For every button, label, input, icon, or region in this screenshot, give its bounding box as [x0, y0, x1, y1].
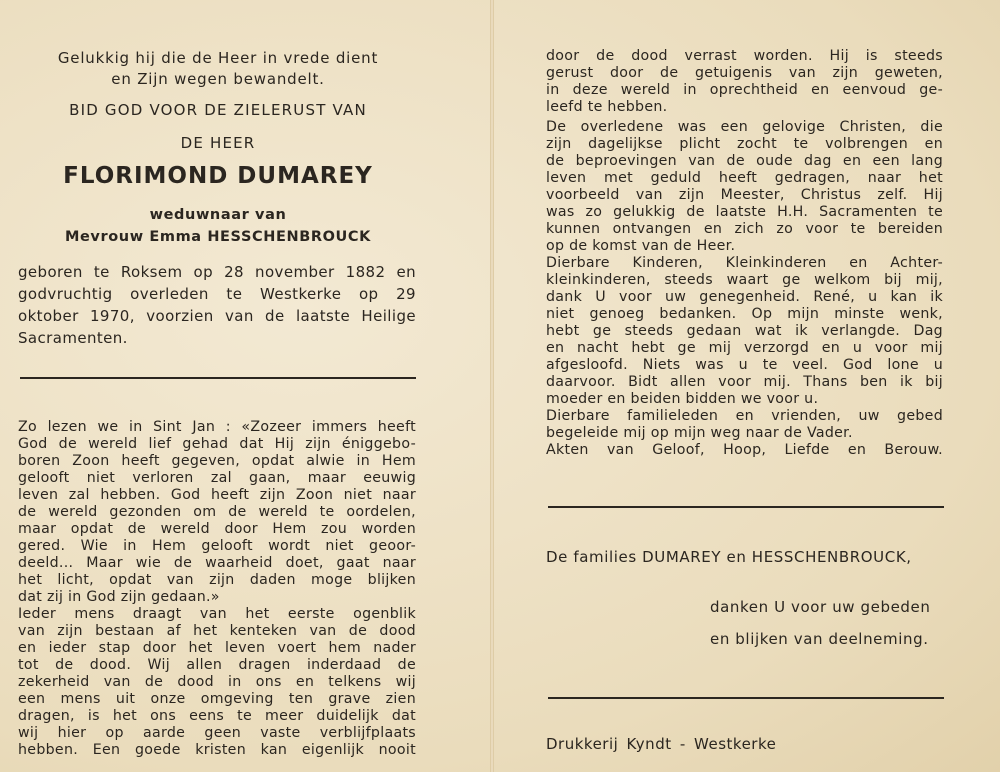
- divider: [548, 697, 944, 699]
- text-line: leven zal hebben. God heeft zijn Zoon niet naar: [18, 487, 416, 503]
- prayer-heading: BID GOD VOOR DE ZIELERUST VAN: [69, 101, 367, 119]
- text-line: een mens uit onze omgeving ten grave zien: [18, 691, 416, 707]
- card-fold: [490, 0, 494, 772]
- text-line: Ieder mens draagt van het eerste ogenblik: [18, 606, 416, 622]
- text-line: gered. Wie in Hem gelooft wordt niet geoor-: [18, 538, 416, 554]
- text-line: godvruchtig overleden te Westkerke op 29: [18, 285, 416, 303]
- text-line: dat zij in God zijn gedaan.»: [18, 589, 220, 605]
- text-line: begeleide mij op mijn weg naar de Vader.: [546, 425, 853, 441]
- gospel-quote: [18, 419, 416, 606]
- text-line: gerust door de getuigenis van zijn geweten,: [546, 65, 943, 81]
- divider: [548, 506, 944, 508]
- text-line: Dierbare Kinderen, Kleinkinderen en Achter-: [546, 255, 943, 271]
- reflection-paragraph: [18, 606, 416, 759]
- text-line: kunnen ontvangen en zich zo voor te bereiden: [546, 221, 943, 237]
- birth-death-info: [18, 261, 416, 349]
- text-line: oktober 1970, voorzien van de laatste Heilige: [18, 307, 416, 325]
- text-line: God de wereld lief gehad dat Hij zijn éniggebo-: [18, 436, 416, 452]
- text-line: wij hier op aarde geen vaste verblijfplaats: [18, 725, 416, 741]
- christian-paragraph: [546, 119, 943, 255]
- text-line: hebben. Een goede kristen kan eigenlijk nooit: [18, 742, 416, 758]
- text-line: hebt ge steeds gedaan wat ik verlangde. Dag: [546, 323, 943, 339]
- text-line: geboren te Roksem op 28 november 1882 en: [18, 263, 416, 281]
- thanks-line: en blijken van deelneming.: [710, 630, 929, 648]
- text-line: zekerheid van de dood in ons en telkens wij: [18, 674, 416, 690]
- text-line: deeld... Maar wie de waarheid doet, gaat naar: [18, 555, 416, 571]
- divider: [20, 377, 416, 379]
- spouse-name: Mevrouw Emma HESSCHENBROUCK: [64, 229, 372, 245]
- text-line: De overledene was een gelovige Christen, die: [546, 119, 943, 135]
- text-line: kleinkinderen, steeds waart ge welkom bij mij,: [546, 272, 943, 288]
- text-line: voorbeeld van zijn Meester, Christus zelf. Hij: [546, 187, 943, 203]
- family-paragraph: [546, 255, 943, 408]
- text-line: leven met geduld heeft gedragen, naar het: [546, 170, 943, 186]
- text-line: en ieder stap door het leven voert hem nader: [18, 640, 416, 656]
- text-line: het licht, opdat van zijn daden moge blijken: [18, 572, 416, 588]
- text-line: gelooft niet verloren zal gaan, maar eeuwig: [18, 470, 416, 486]
- text-line: Akten van Geloof, Hoop, Liefde en Berouw.: [546, 442, 943, 458]
- text-line: door de dood verrast worden. Hij is steeds: [546, 48, 943, 64]
- printer-credit: Drukkerij Kyndt - Westkerke: [546, 735, 777, 753]
- text-line: de wereld gezonden om de wereld te oordelen,: [18, 504, 416, 520]
- text-line: van zijn bestaan af het kenteken van de dood: [18, 623, 416, 639]
- motto-line: en Zijn wegen bewandelt.: [111, 70, 325, 88]
- continued-paragraph: [546, 48, 943, 116]
- text-line: zijn dagelijkse plicht zocht te volbrengen en: [546, 136, 943, 152]
- thanks-line: danken U voor uw gebeden: [710, 598, 931, 616]
- deceased-name: FLORIMOND DUMAREY: [63, 163, 373, 189]
- text-line: afgesloofd. Niets was u te veel. God lone u: [546, 357, 943, 373]
- text-line: tot de dood. Wij allen dragen inderdaad de: [18, 657, 416, 673]
- text-line: de beproevingen van de oude dag en een lang: [546, 153, 943, 169]
- title-heading: DE HEER: [180, 134, 256, 152]
- text-line: op de komst van de Heer.: [546, 238, 736, 254]
- text-line: en nacht hebt ge mij verzorgd en u voor mij: [546, 340, 943, 356]
- text-line: dank U voor uw genegenheid. René, u kan ik: [546, 289, 943, 305]
- text-line: daarvoor. Bidt allen voor mij. Thans ben ik bij: [546, 374, 943, 390]
- text-line: maar opdat de wereld door Hem zou worden: [18, 521, 416, 537]
- text-line: Zo lezen we in Sint Jan : «Zozeer immers heeft: [18, 419, 416, 435]
- text-line: Sacramenten.: [18, 329, 128, 347]
- text-line: dragen, is het ons eens te meer duidelijk dat: [18, 708, 416, 724]
- text-line: was zo gelukkig de laatste H.H. Sacramenten te: [546, 204, 943, 220]
- motto-line: Gelukkig hij die de Heer in vrede dient: [57, 49, 379, 67]
- widower-label: weduwnaar van: [149, 207, 287, 223]
- text-line: boren Zoon heeft gegeven, opdat alwie in Hem: [18, 453, 416, 469]
- text-line: niet genoeg bedanken. Op mijn minste wenk,: [546, 306, 943, 322]
- motto: [18, 48, 418, 90]
- text-line: moeder en beiden bidden we voor u.: [546, 391, 819, 407]
- families-line: De families DUMAREY en HESSCHENBROUCK,: [546, 548, 912, 566]
- text-line: Dierbare familieleden en vrienden, uw gebed: [546, 408, 943, 424]
- friends-paragraph: [546, 408, 943, 459]
- text-line: leefd te hebben.: [546, 99, 668, 115]
- text-line: in deze wereld in oprechtheid en eenvoud ge-: [546, 82, 943, 98]
